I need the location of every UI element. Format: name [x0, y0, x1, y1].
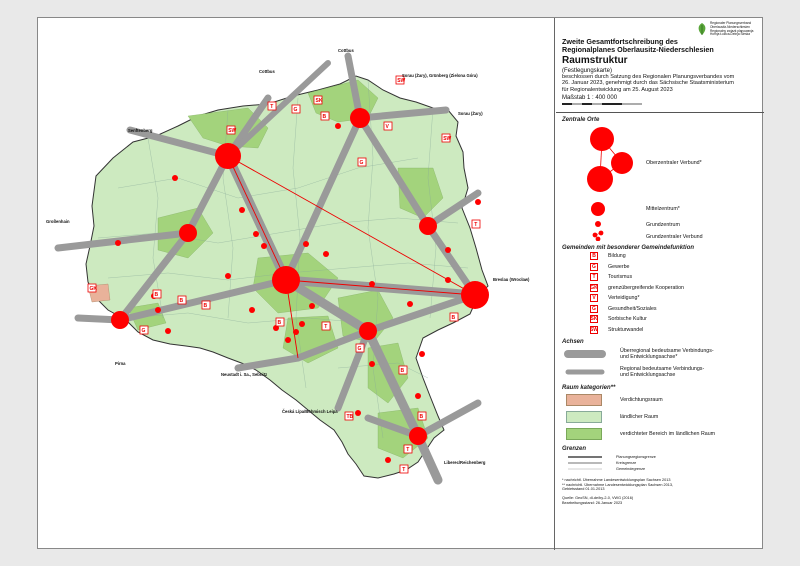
title-line1: Zweite Gesamtfortschreibung des — [562, 37, 678, 46]
central-places-heading: Zentrale Orte — [562, 117, 600, 124]
legend-function-item: GK grenzübergreifende Kooperation — [590, 284, 684, 291]
axis-over-swatch — [562, 349, 608, 359]
page-title: Raumstruktur — [562, 55, 628, 66]
centre-zittau — [409, 427, 427, 445]
svg-text:SK: SK — [315, 98, 323, 104]
svg-text:G: G — [293, 107, 298, 113]
svg-text:TB: TB — [346, 414, 354, 420]
svg-text:Großenhain: Großenhain — [46, 219, 70, 224]
leaf-logo-icon — [696, 22, 708, 36]
description: beschlossen durch Satzung des Regionalen Planungsverbandes vom 26. Januar 2023, genehmigt durch das Sächsische Staatsministerium für Regionalentwicklung am 25. August 2023 — [562, 74, 735, 93]
svg-text:Sorau (Żary), Grünberg (Zielon: Sorau (Żary), Grünberg (Zielona Góra) — [402, 73, 478, 78]
svg-text:B: B — [179, 298, 184, 304]
svg-text:Česká Lípa/Böhmisch Leipa: Česká Lípa/Böhmisch Leipa — [282, 409, 338, 414]
svg-text:T: T — [406, 447, 410, 453]
centre-goerlitz — [461, 281, 489, 309]
functions-list — [562, 251, 758, 335]
legend-oberzentral: Oberzentraler Verbund* — [646, 160, 702, 167]
svg-text:G: G — [359, 160, 364, 166]
planning-association-logo: Regionaler Planungsverband Oberlausitz-Niederschlesien Regionalny zwjazk planowanja Hornja Łužica-Delnja Šleska — [696, 22, 760, 37]
map-sheet — [37, 17, 763, 549]
borders-legend: Planungsregionsgrenze Kreisgrenze Gemeindegrenze — [616, 454, 656, 471]
legend-grundzentral-verbund: Grundzentraler Verbund — [646, 234, 703, 241]
svg-text:G: G — [141, 328, 146, 334]
svg-text:Liberec/Reichenberg: Liberec/Reichenberg — [444, 460, 486, 465]
svg-text:Cottbus: Cottbus — [338, 48, 354, 53]
svg-text:B: B — [322, 114, 327, 120]
svg-text:G: G — [357, 346, 362, 352]
subtitle: (Festlegungskarte) — [562, 68, 613, 74]
svg-text:SW: SW — [228, 128, 237, 134]
legend-compact: verdichteter Bereich im ländlichen Raum — [562, 425, 758, 442]
svg-text:SW: SW — [397, 78, 406, 84]
legend-function-item: T Tourismus — [562, 272, 758, 283]
svg-text:T: T — [402, 467, 406, 473]
svg-text:B: B — [203, 303, 208, 309]
legend-function-item: SK Sorbische Kultur — [590, 316, 647, 323]
title-line2: Regionalplanes Oberlausitz-Niederschlesien — [562, 45, 714, 54]
footnotes: * nachrichtl. Übernahme Landesentwicklungsplan Sachsen 2013 ** nachrichtl. Übernahme Landesentwicklungsplan Sachsen 2013, Gebietsstand 01.01.2013 — [562, 478, 674, 492]
svg-text:B: B — [154, 292, 159, 298]
legend-rural: ländlicher Raum — [562, 408, 758, 425]
centre-niesky — [419, 217, 437, 235]
legend-dense: Verdichtungsraum — [562, 391, 758, 408]
scale-bar — [562, 101, 652, 107]
axis-reg-swatch — [562, 367, 608, 377]
svg-text:GK: GK — [89, 286, 97, 292]
svg-text:Breslau (Wrocław): Breslau (Wrocław) — [493, 277, 530, 282]
centre-hoyerswerda — [215, 143, 241, 169]
centre-bautzen — [272, 266, 300, 294]
svg-text:Pirna: Pirna — [115, 361, 126, 366]
centre-loebau — [359, 322, 377, 340]
axes-heading: Achsen — [562, 339, 584, 346]
space-heading: Raum kategorien** — [562, 385, 616, 392]
borders-heading: Grenzen — [562, 446, 587, 453]
svg-text:T: T — [474, 222, 478, 228]
map-canvas — [38, 18, 555, 550]
legend-function-item: SW Strukturwandel — [589, 326, 644, 333]
svg-text:T: T — [270, 104, 274, 110]
legend-function-item: B Bildung — [562, 251, 758, 262]
source-note: Quelle: GeoSN, dl-de/by-2-0, VWG (2016) Bearbeitungsstand: 26.Januar 2023 — [562, 496, 634, 505]
legend-axis-over: Überregional bedeutsame Verbindungs- und Entwicklungsachse* — [562, 345, 758, 363]
svg-text:Cottbus: Cottbus — [259, 69, 275, 74]
svg-text:B: B — [451, 315, 456, 321]
legend-panel — [556, 18, 764, 550]
svg-text:B: B — [400, 368, 405, 374]
svg-text:B: B — [277, 320, 282, 326]
legend-grundzentrum: Grundzentrum — [646, 222, 680, 229]
functions-heading: Gemeinden mit besonderer Gemeindefunktion — [562, 245, 695, 252]
svg-text:Neustadt i. Sa., Sebnitz: Neustadt i. Sa., Sebnitz — [221, 372, 268, 377]
central-places-legend — [562, 123, 758, 241]
svg-text:T: T — [324, 324, 328, 330]
legend-function-item: G Gesundheit/Soziales — [562, 304, 758, 315]
scale-text: Maßstab 1 : 400 000 — [562, 95, 618, 102]
legend-function-item: V Verteidigung* — [562, 293, 758, 304]
svg-text:SW: SW — [443, 136, 452, 142]
svg-text:Sorau (Żary): Sorau (Żary) — [458, 111, 483, 116]
centre-weisswasser — [350, 108, 370, 128]
map-area — [38, 18, 555, 550]
legend-function-item: G Gewerbe — [562, 262, 758, 273]
legend-mittelzentrum: Mittelzentrum* — [646, 206, 680, 213]
legend-axis-reg: Regional bedeutsame Verbindungs- und Entwicklungsachse — [562, 363, 758, 381]
svg-text:B: B — [419, 414, 424, 420]
svg-text:Senftenberg: Senftenberg — [128, 128, 153, 133]
centre-bischofswerda — [111, 311, 129, 329]
centre-kamenz — [179, 224, 197, 242]
svg-text:V: V — [385, 124, 389, 130]
